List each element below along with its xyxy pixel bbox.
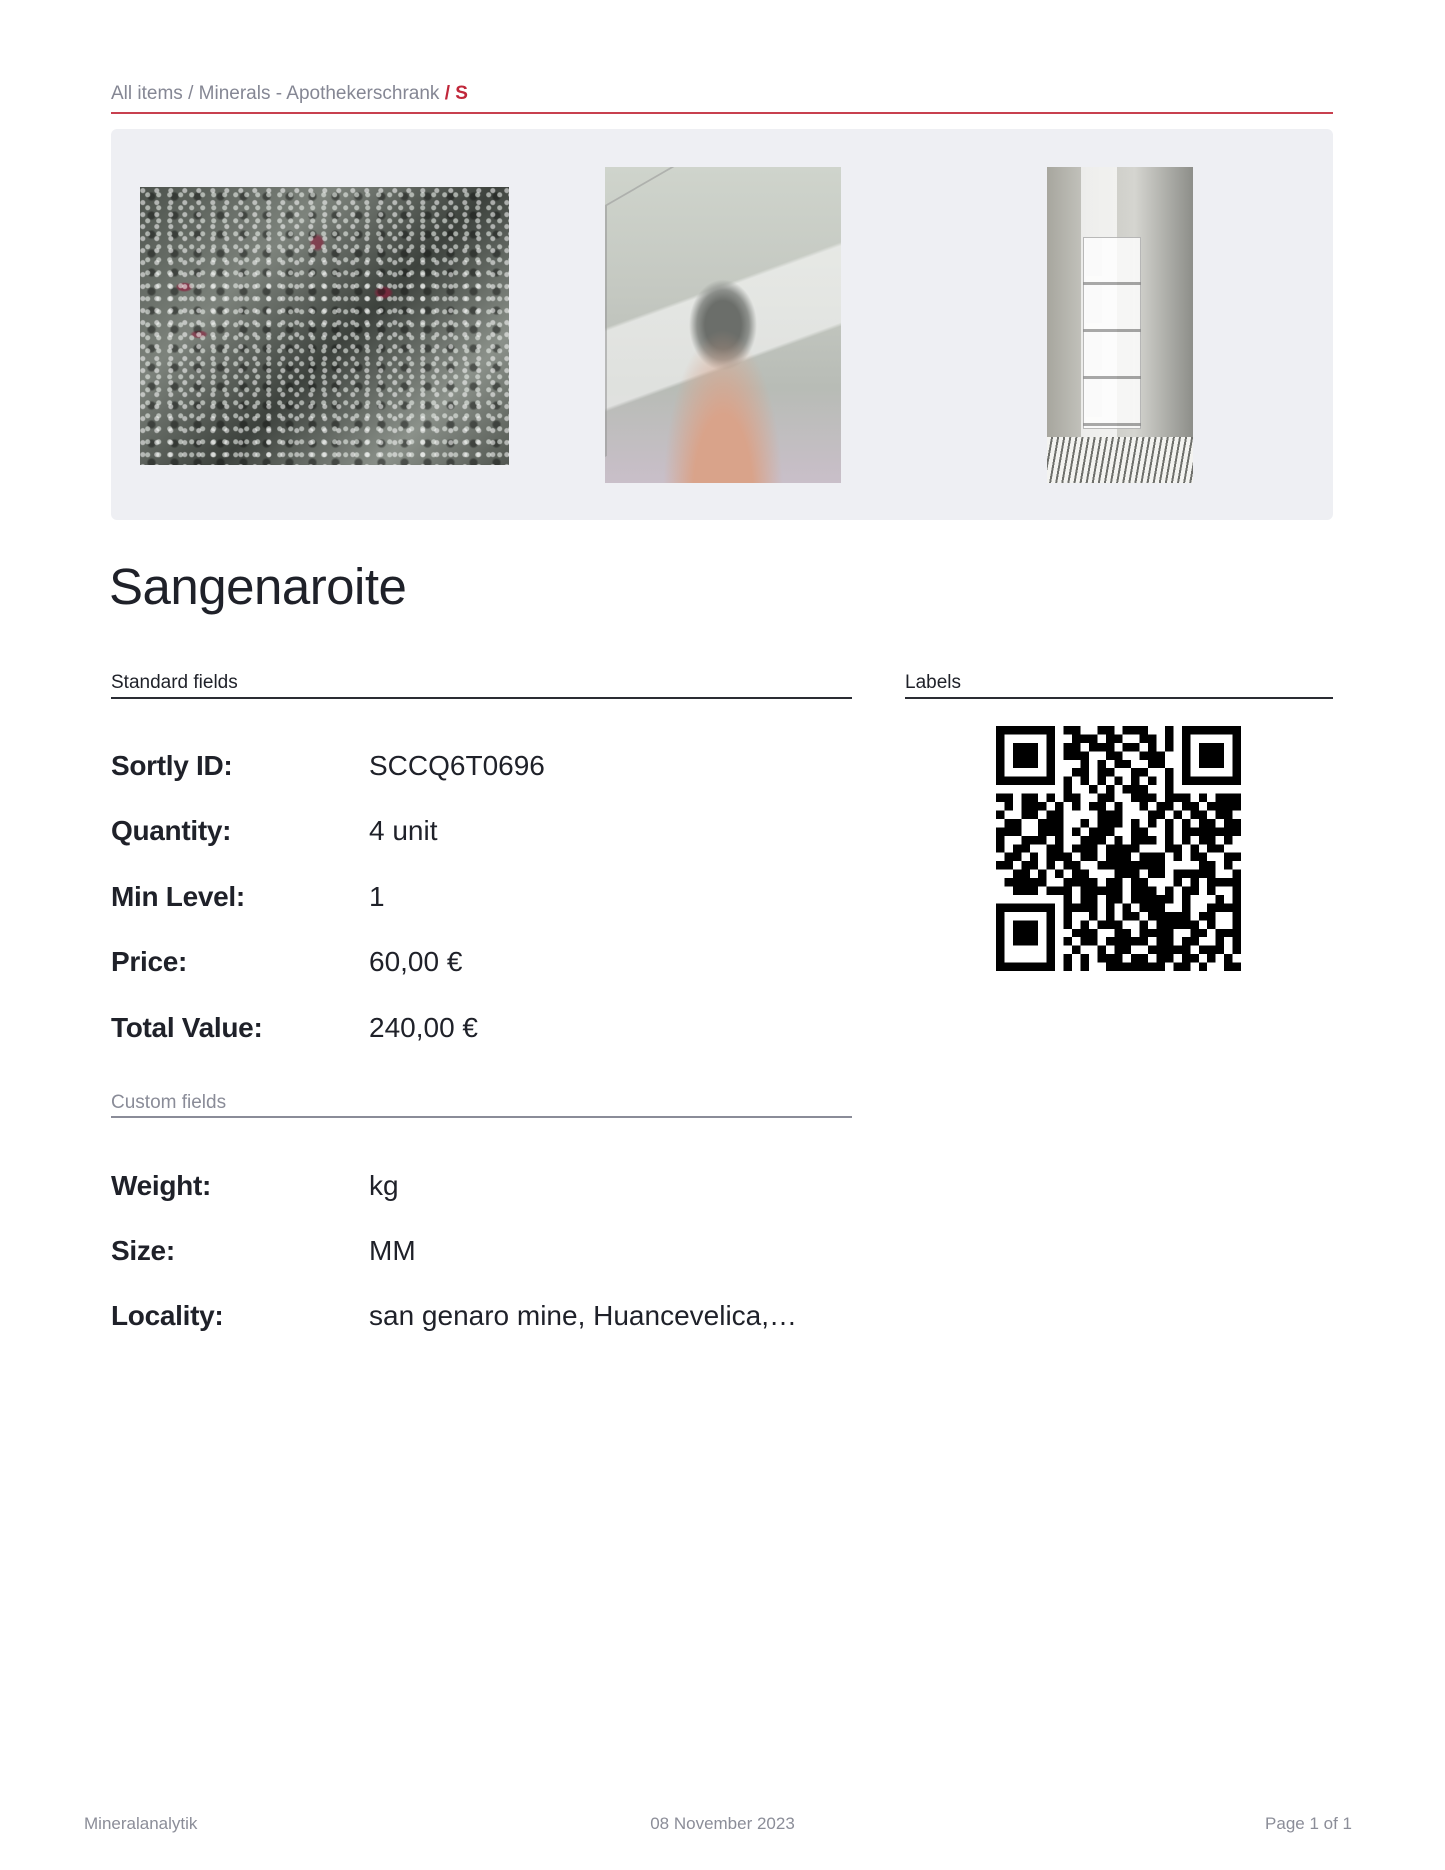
breadcrumb-separator: /	[182, 83, 199, 104]
breadcrumb-link-all-items[interactable]: All items	[111, 83, 183, 104]
field-label: Locality:	[111, 1300, 224, 1331]
labels-heading: Labels	[905, 672, 961, 693]
field-value: 60,00 €	[369, 946, 463, 977]
field-row-locality	[111, 1299, 852, 1339]
field-row-price	[111, 945, 852, 985]
field-value: san genaro mine, Huancevelica,…	[369, 1300, 798, 1331]
field-value: SCCQ6T0696	[369, 750, 545, 781]
footer-page-number: Page 1 of 1	[1265, 1814, 1352, 1833]
field-label: Total Value:	[111, 1012, 263, 1043]
field-row-sortly-id	[111, 749, 852, 789]
breadcrumb-divider	[111, 112, 1333, 114]
field-label: Quantity:	[111, 815, 232, 846]
breadcrumb-separator: /	[439, 83, 456, 104]
field-value: 4 unit	[369, 815, 438, 846]
field-row-total-value	[111, 1011, 852, 1051]
field-label: Size:	[111, 1235, 175, 1266]
field-label: Weight:	[111, 1170, 212, 1201]
qr-code	[996, 726, 1241, 971]
footer-date: 08 November 2023	[650, 1814, 795, 1833]
field-row-quantity	[111, 814, 852, 854]
field-row-min-level	[111, 880, 852, 920]
field-value: 1	[369, 881, 385, 912]
field-label: Sortly ID:	[111, 750, 233, 781]
standard-fields-heading: Standard fields	[111, 672, 238, 693]
breadcrumb-link-minerals[interactable]: Minerals - Apothekerschrank	[198, 83, 440, 104]
breadcrumb	[111, 82, 468, 106]
standard-fields-divider	[111, 697, 852, 699]
gallery-image-2[interactable]	[605, 167, 841, 483]
field-label: Min Level:	[111, 881, 245, 912]
custom-fields-heading: Custom fields	[111, 1092, 227, 1113]
footer-organization: Mineralanalytik	[84, 1814, 198, 1833]
field-value: MM	[369, 1235, 416, 1266]
field-row-size	[111, 1234, 852, 1274]
field-row-weight	[111, 1169, 852, 1209]
gallery-image-1[interactable]	[140, 187, 509, 465]
specimen-box-stack	[1083, 237, 1141, 429]
image-gallery	[111, 129, 1333, 520]
field-value: 240,00 €	[369, 1012, 478, 1043]
gallery-image-3[interactable]	[1047, 167, 1193, 483]
custom-fields-divider	[111, 1116, 852, 1118]
item-title: Sangenaroite	[109, 558, 407, 615]
breadcrumb-current: S	[455, 83, 468, 104]
specimen-box-edge	[605, 167, 841, 457]
field-label: Price:	[111, 946, 188, 977]
labels-divider	[905, 697, 1333, 699]
field-value: kg	[369, 1170, 399, 1201]
